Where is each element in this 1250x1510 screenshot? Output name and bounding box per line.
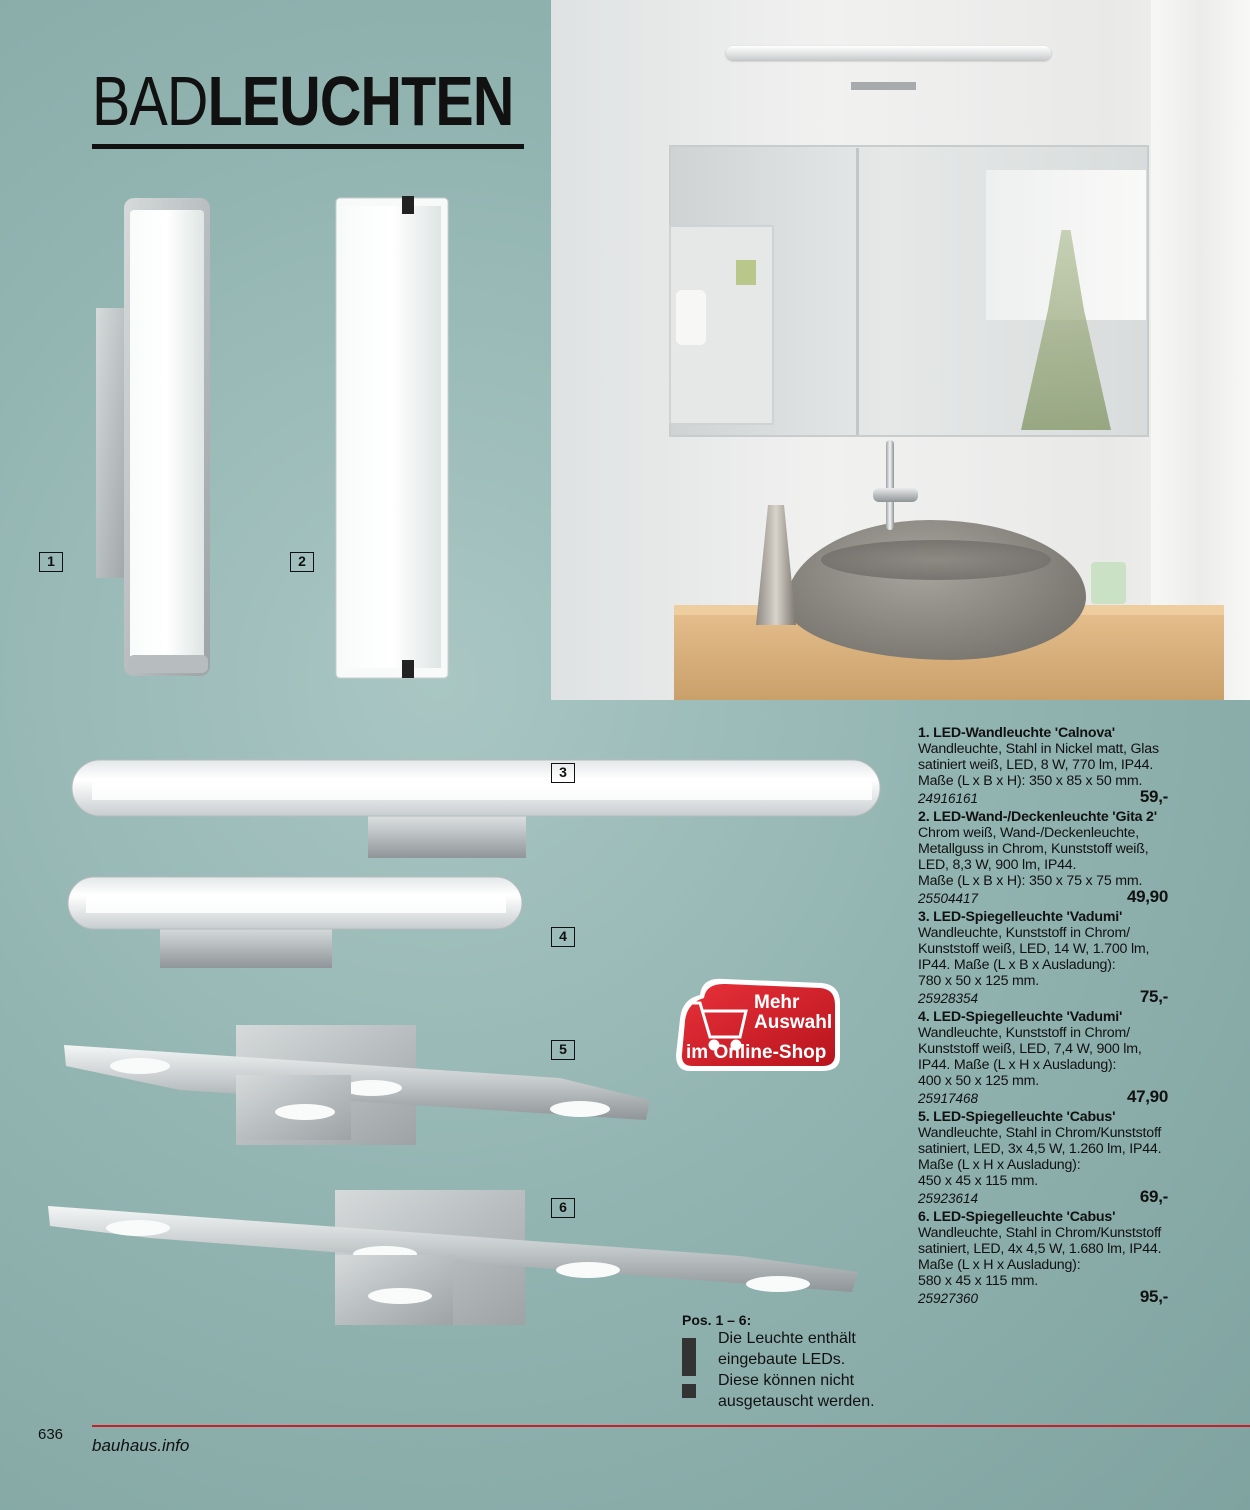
product-title: 1. LED-Wandleuchte 'Calnova' <box>918 725 1115 741</box>
lamp-2-image <box>336 196 448 678</box>
shop-badge-line2: Auswahl <box>754 1012 833 1033</box>
product-footer <box>918 1289 1168 1307</box>
product-description-line: Maße (L x B x H): 350 x 75 x 75 mm. <box>918 873 1143 889</box>
product-title: 3. LED-Spiegelleuchte 'Vadumi' <box>918 909 1123 925</box>
product-description-line: IP44. Maße (L x B x Ausladung): <box>918 957 1116 973</box>
product-description-line: Wandleuchte, Stahl in Chrom/Kunststoff <box>918 1125 1162 1141</box>
badge-3: 3 <box>551 763 575 783</box>
product-description <box>918 1225 1168 1289</box>
product-title: 5. LED-Spiegelleuchte 'Cabus' <box>918 1109 1116 1125</box>
product-description-line: 450 x 45 x 115 mm. <box>918 1173 1038 1189</box>
product-1 <box>918 725 1168 807</box>
product-description-line: Maße (L x B x H): 350 x 85 x 50 mm. <box>918 773 1143 789</box>
title-light: BAD <box>92 62 208 140</box>
shop-badge-line3: im Online-Shop <box>686 1042 827 1063</box>
product-description <box>918 825 1168 889</box>
product-footer <box>918 1189 1168 1207</box>
product-description-line: Maße (L x H x Ausladung): <box>918 1157 1081 1173</box>
article-number: 25928354 <box>918 991 979 1006</box>
product-description-line: satiniert weiß, LED, 8 W, 770 lm, IP44. <box>918 757 1154 773</box>
product-6 <box>918 1209 1168 1307</box>
note-line-3: Diese können nicht <box>718 1372 855 1389</box>
online-shop-badge[interactable] <box>672 975 842 1075</box>
article-number: 25917468 <box>918 1091 979 1106</box>
article-number: 25504417 <box>918 891 979 906</box>
lamp-3-image <box>72 760 880 858</box>
footer-rule <box>92 1425 1250 1427</box>
product-description <box>918 1025 1168 1089</box>
price: 49,90 <box>1126 887 1168 906</box>
badge-6: 6 <box>551 1198 575 1218</box>
product-4 <box>918 1009 1168 1107</box>
product-description-line: Chrom weiß, Wand-/Deckenleuchte, <box>918 825 1139 841</box>
product-description-line: 780 x 50 x 125 mm. <box>918 973 1039 989</box>
lamp-4-image <box>68 877 522 968</box>
product-description-line: Maße (L x H x Ausladung): <box>918 1257 1081 1273</box>
title-bold: LEUCHTEN <box>207 62 514 140</box>
product-description-line: Metallguss in Chrom, Kunststoff weiß, <box>918 841 1149 857</box>
product-description-line: Wandleuchte, Stahl in Chrom/Kunststoff <box>918 1225 1162 1241</box>
product-description-line: IP44. Maße (L x H x Ausladung): <box>918 1057 1117 1073</box>
product-3 <box>918 909 1168 1007</box>
badge-4: 4 <box>551 927 575 947</box>
lamp-1-image <box>96 198 210 676</box>
product-title: 2. LED-Wand-/Deckenleuchte 'Gita 2' <box>918 809 1157 825</box>
product-footer <box>918 789 1168 807</box>
page-number: 636 <box>38 1426 64 1443</box>
note-line-1: Die Leuchte enthält <box>718 1330 856 1347</box>
product-description-line: Kunststoff weiß, LED, 14 W, 1.700 lm, <box>918 941 1150 957</box>
note-pos: Pos. 1 – 6: <box>682 1312 752 1328</box>
product-description-line: 580 x 45 x 115 mm. <box>918 1273 1038 1289</box>
product-2 <box>918 809 1168 907</box>
product-5 <box>918 1109 1168 1207</box>
exclamation-icon <box>680 1338 698 1398</box>
shop-badge-line1: Mehr <box>754 992 800 1013</box>
product-description-line: LED, 8,3 W, 900 lm, IP44. <box>918 857 1077 873</box>
product-description-line: Wandleuchte, Kunststoff in Chrom/ <box>918 925 1130 941</box>
product-title: 6. LED-Spiegelleuchte 'Cabus' <box>918 1209 1116 1225</box>
product-footer <box>918 1089 1168 1107</box>
product-description <box>918 741 1168 789</box>
price: 59,- <box>1139 787 1168 806</box>
website-link[interactable]: bauhaus.info <box>92 1436 190 1455</box>
product-footer <box>918 989 1168 1007</box>
price: 47,90 <box>1126 1087 1168 1106</box>
product-description-line: Wandleuchte, Stahl in Nickel matt, Glas <box>918 741 1159 757</box>
badge-1: 1 <box>39 552 63 572</box>
lamp-6-image <box>48 1190 858 1325</box>
product-description-line: satiniert, LED, 4x 4,5 W, 1.680 lm, IP44. <box>918 1241 1162 1257</box>
product-description <box>918 925 1168 989</box>
article-number: 24916161 <box>918 791 979 806</box>
product-footer <box>918 889 1168 907</box>
product-description-line: satiniert, LED, 3x 4,5 W, 1.260 lm, IP44. <box>918 1141 1162 1157</box>
note-line-4: ausgetauscht werden. <box>718 1393 875 1410</box>
price: 95,- <box>1139 1287 1168 1306</box>
product-description-line: Kunststoff weiß, LED, 7,4 W, 900 lm, <box>918 1041 1142 1057</box>
product-description <box>918 1125 1168 1189</box>
product-description-line: Wandleuchte, Kunststoff in Chrom/ <box>918 1025 1130 1041</box>
article-number: 25927360 <box>918 1291 979 1306</box>
price: 75,- <box>1139 987 1168 1006</box>
product-description-line: 400 x 50 x 125 mm. <box>918 1073 1039 1089</box>
article-number: 25923614 <box>918 1191 979 1206</box>
price: 69,- <box>1139 1187 1168 1206</box>
badge-2: 2 <box>290 552 314 572</box>
product-list <box>918 725 1168 1309</box>
badge-5: 5 <box>551 1040 575 1060</box>
product-title: 4. LED-Spiegelleuchte 'Vadumi' <box>918 1009 1123 1025</box>
note-line-2: eingebaute LEDs. <box>718 1351 846 1368</box>
